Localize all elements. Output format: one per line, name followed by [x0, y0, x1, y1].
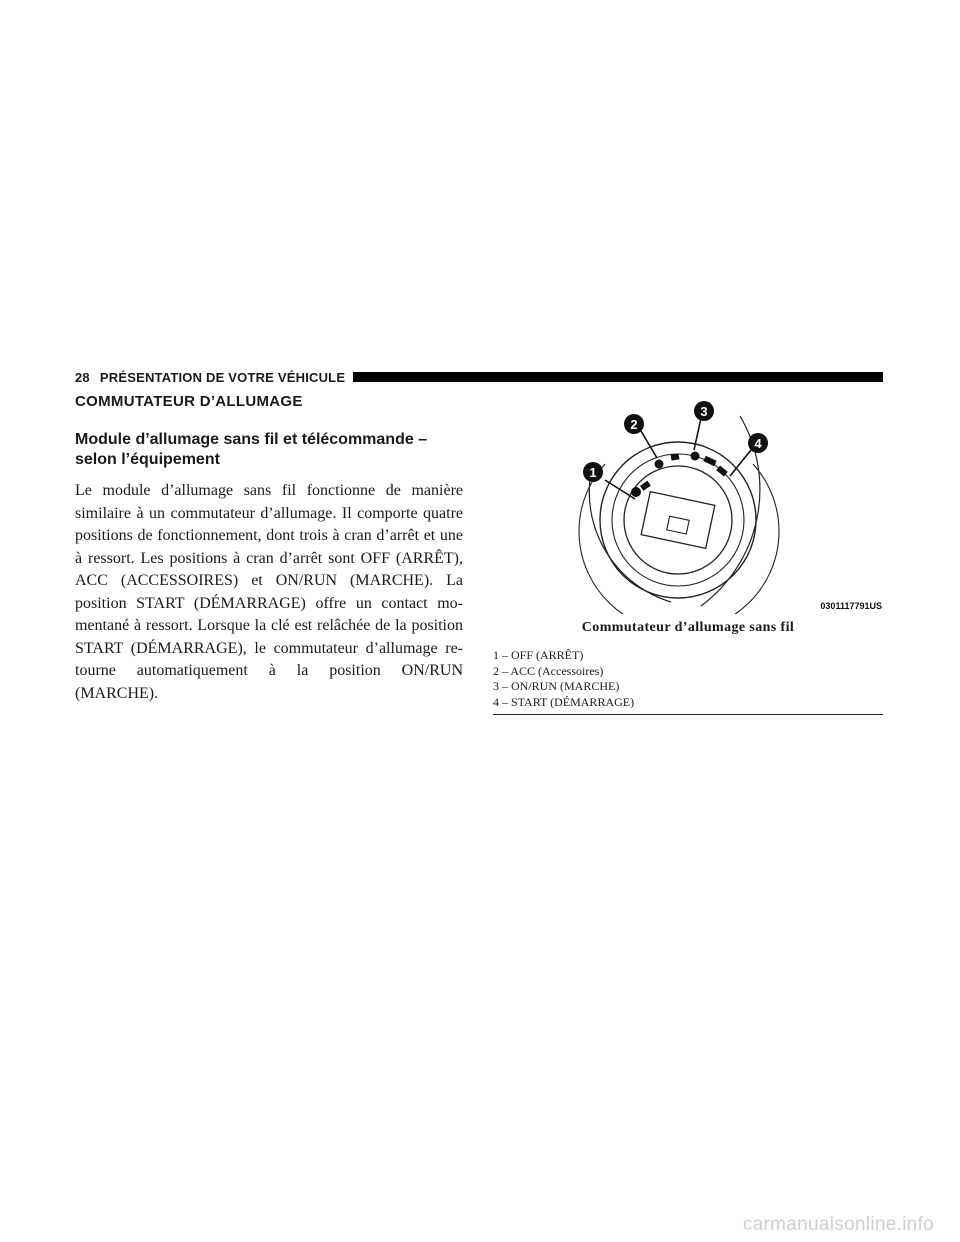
- figure-legend: [493, 648, 883, 715]
- position-dot-off: [631, 487, 641, 497]
- position-dash: [640, 481, 651, 491]
- key-slot: [641, 492, 715, 549]
- article-subtitle: Module d’allumage sans fil et télécommande – selon l’équipement: [75, 431, 428, 468]
- section-title: PRÉSENTATION DE VOTRE VÉHICULE: [99, 369, 346, 385]
- header-rule: [353, 372, 883, 382]
- legend-item: 4 – START (DÉMARRAGE): [493, 694, 635, 709]
- position-dot-acc: [655, 460, 664, 469]
- leader-line-2: [641, 431, 657, 458]
- legend-item: 3 – ON/RUN (MARCHE): [493, 679, 620, 693]
- page-header: [75, 366, 883, 388]
- position-dot-on: [691, 452, 700, 461]
- figure-code: 0301117791US: [820, 601, 882, 611]
- callout-label-4: 4: [754, 436, 762, 451]
- figure-caption: Commutateur d’allumage sans fil: [581, 620, 795, 635]
- legend-item: 1 – OFF (ARRÊT): [493, 648, 584, 662]
- leader-line-4: [730, 450, 751, 476]
- position-dash: [703, 456, 716, 467]
- callout-label-3: 3: [700, 404, 708, 419]
- page-number: 28: [75, 369, 90, 385]
- article: [75, 393, 463, 705]
- article-body: Le module d’allumage sans fil fonctionne de manière similaire à un commutateur d’allumage. Il comporte quatre positions de fonctionnement, dont trois à cran d’arrêt et une à ressort. Les positions à cran d’arrêt sont OFF (ARRÊT), ACC (ACCESSOIRES) et ON/RUN (MARCHE). La position START (DÉMARRAGE) offre un contact mo-mentané à ressort. Lorsque la clé est relâchée de la position START (DÉMARRAGE), le commutateur d’allumage re-tourne automatiquement à la position ON/RUN (MARCHE).: [75, 482, 463, 702]
- callout-label-1: 1: [589, 465, 597, 480]
- callout-label-2: 2: [630, 417, 638, 432]
- ignition-switch-illustration: [493, 394, 883, 614]
- watermark: carmanualsonline.info: [742, 1214, 934, 1235]
- leader-line-1: [605, 480, 635, 499]
- legend-item: 2 – ACC (Accessoires): [493, 663, 604, 678]
- ignition-figure: [493, 394, 883, 614]
- article-title: COMMUTATEUR D’ALLUMAGE: [75, 393, 303, 410]
